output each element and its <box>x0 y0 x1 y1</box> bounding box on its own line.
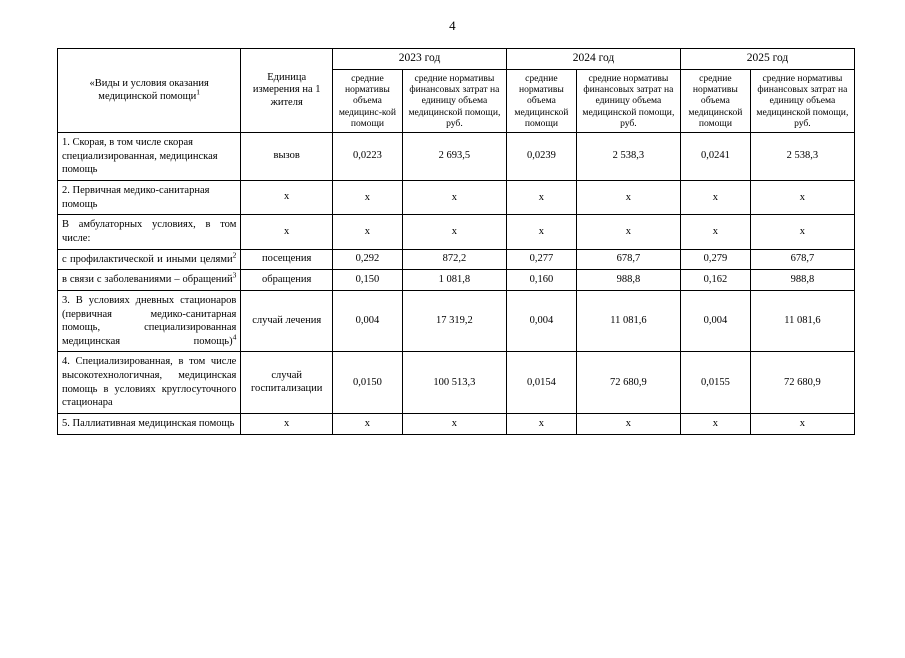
header-care-type-label: «Виды и условия оказания медицинской помощи <box>89 77 209 102</box>
row-value: 2 538,3 <box>576 133 680 181</box>
header-cell-volume-2025: средние нормативы объема медицинской помощи <box>680 69 750 133</box>
row-value: 11 081,6 <box>576 290 680 352</box>
row-care-type-label: В амбулаторных условиях, в том числе: <box>62 219 237 244</box>
row-care-type-label: с профилактической и иными целями <box>62 253 233 265</box>
document-page <box>0 18 905 658</box>
row-value: х <box>750 414 854 435</box>
row-value: 0,004 <box>680 290 750 352</box>
header-care-type-footnote: 1 <box>196 87 201 97</box>
table-row <box>58 290 855 352</box>
row-value: х <box>402 215 506 249</box>
row-care-type <box>58 270 241 291</box>
row-value: 0,004 <box>333 290 403 352</box>
table-row <box>58 352 855 414</box>
row-care-type <box>58 249 241 270</box>
header-cell-volume-2023: средние нормативы объема медицинс-кой помощи <box>333 69 403 133</box>
row-value: х <box>333 414 403 435</box>
row-care-type <box>58 181 241 215</box>
row-value: 0,0150 <box>333 352 403 414</box>
row-value: 0,150 <box>333 270 403 291</box>
row-care-type-footnote: 2 <box>232 250 237 260</box>
table-row <box>58 270 855 291</box>
row-value: 0,0239 <box>507 133 577 181</box>
table-container <box>0 48 905 435</box>
row-unit: х <box>241 181 333 215</box>
header-cell-care-type <box>58 49 241 133</box>
row-value: 2 538,3 <box>750 133 854 181</box>
row-value: 0,279 <box>680 249 750 270</box>
row-value: 11 081,6 <box>750 290 854 352</box>
row-care-type-label: 2. Первичная медико-санитарная помощь <box>62 185 210 210</box>
row-value: 0,004 <box>507 290 577 352</box>
header-cell-cost-2023: средние нормативы финансовых затрат на единицу объема медицинской помощи, руб. <box>402 69 506 133</box>
row-value: 1 081,8 <box>402 270 506 291</box>
table-row <box>58 249 855 270</box>
row-value: х <box>750 181 854 215</box>
row-value: 988,8 <box>576 270 680 291</box>
row-value: х <box>680 215 750 249</box>
table-row <box>58 181 855 215</box>
row-unit: х <box>241 215 333 249</box>
row-care-type-footnote: 3 <box>232 270 237 280</box>
header-cell-volume-2024: средние нормативы объема медицинской помощи <box>507 69 577 133</box>
header-cell-cost-2024: средние нормативы финансовых затрат на единицу объема медицинской помощи, руб. <box>576 69 680 133</box>
row-value: х <box>576 414 680 435</box>
table-row <box>58 414 855 435</box>
row-value: х <box>507 181 577 215</box>
row-value: х <box>507 215 577 249</box>
header-cell-year-2024: 2024 год <box>507 49 681 70</box>
table-row <box>58 133 855 181</box>
row-value: 0,277 <box>507 249 577 270</box>
row-value: 72 680,9 <box>576 352 680 414</box>
row-value: 2 693,5 <box>402 133 506 181</box>
row-unit: х <box>241 414 333 435</box>
row-value: х <box>680 414 750 435</box>
row-value: 872,2 <box>402 249 506 270</box>
row-unit: вызов <box>241 133 333 181</box>
header-cell-unit: Единица измерения на 1 жителя <box>241 49 333 133</box>
row-care-type-footnote: 4 <box>232 332 237 342</box>
row-value: 72 680,9 <box>750 352 854 414</box>
row-value: 0,160 <box>507 270 577 291</box>
header-cell-year-2025: 2025 год <box>680 49 854 70</box>
row-value: х <box>333 181 403 215</box>
row-value: х <box>576 215 680 249</box>
row-care-type-label: 3. В условиях дневных стационаров (первичная медико-санитарная помощь, специализированная медицинская помощь) <box>62 294 237 347</box>
row-unit: посещения <box>241 249 333 270</box>
row-value: х <box>750 215 854 249</box>
row-value: х <box>576 181 680 215</box>
row-value: 17 319,2 <box>402 290 506 352</box>
row-value: 0,0155 <box>680 352 750 414</box>
row-value: 678,7 <box>576 249 680 270</box>
row-care-type-label: в связи с заболеваниями – обращений <box>62 274 233 286</box>
page-number: 4 <box>449 18 456 33</box>
row-care-type-label: 4. Специализированная, в том числе высокотехнологичная, медицинская помощь в условиях круглосуточного стационара <box>62 356 237 409</box>
table-row <box>58 215 855 249</box>
row-value: х <box>507 414 577 435</box>
row-unit: обращения <box>241 270 333 291</box>
row-value: х <box>333 215 403 249</box>
row-unit: случай лечения <box>241 290 333 352</box>
row-care-type <box>58 215 241 249</box>
row-value: 0,162 <box>680 270 750 291</box>
row-care-type-label: 5. Паллиативная медицинская помощь <box>62 418 235 430</box>
table-header <box>58 49 855 133</box>
row-value: х <box>402 181 506 215</box>
medical-care-norms-table <box>57 48 855 435</box>
row-care-type-label: 1. Скорая, в том числе скорая специализированная, медицинская помощь <box>62 137 218 176</box>
row-value: 0,0223 <box>333 133 403 181</box>
row-care-type <box>58 133 241 181</box>
row-care-type <box>58 290 241 352</box>
row-value: 0,0241 <box>680 133 750 181</box>
row-unit: случай госпитализации <box>241 352 333 414</box>
row-care-type <box>58 414 241 435</box>
row-value: х <box>680 181 750 215</box>
row-value: 0,292 <box>333 249 403 270</box>
row-value: 100 513,3 <box>402 352 506 414</box>
row-value: 988,8 <box>750 270 854 291</box>
row-value: 0,0154 <box>507 352 577 414</box>
table-header-row-years <box>58 49 855 70</box>
table-body <box>58 133 855 435</box>
header-cell-cost-2025: средние нормативы финансовых затрат на единицу объема медицинской помощи, руб. <box>750 69 854 133</box>
row-care-type <box>58 352 241 414</box>
row-value: х <box>402 414 506 435</box>
header-cell-year-2023: 2023 год <box>333 49 507 70</box>
row-value: 678,7 <box>750 249 854 270</box>
